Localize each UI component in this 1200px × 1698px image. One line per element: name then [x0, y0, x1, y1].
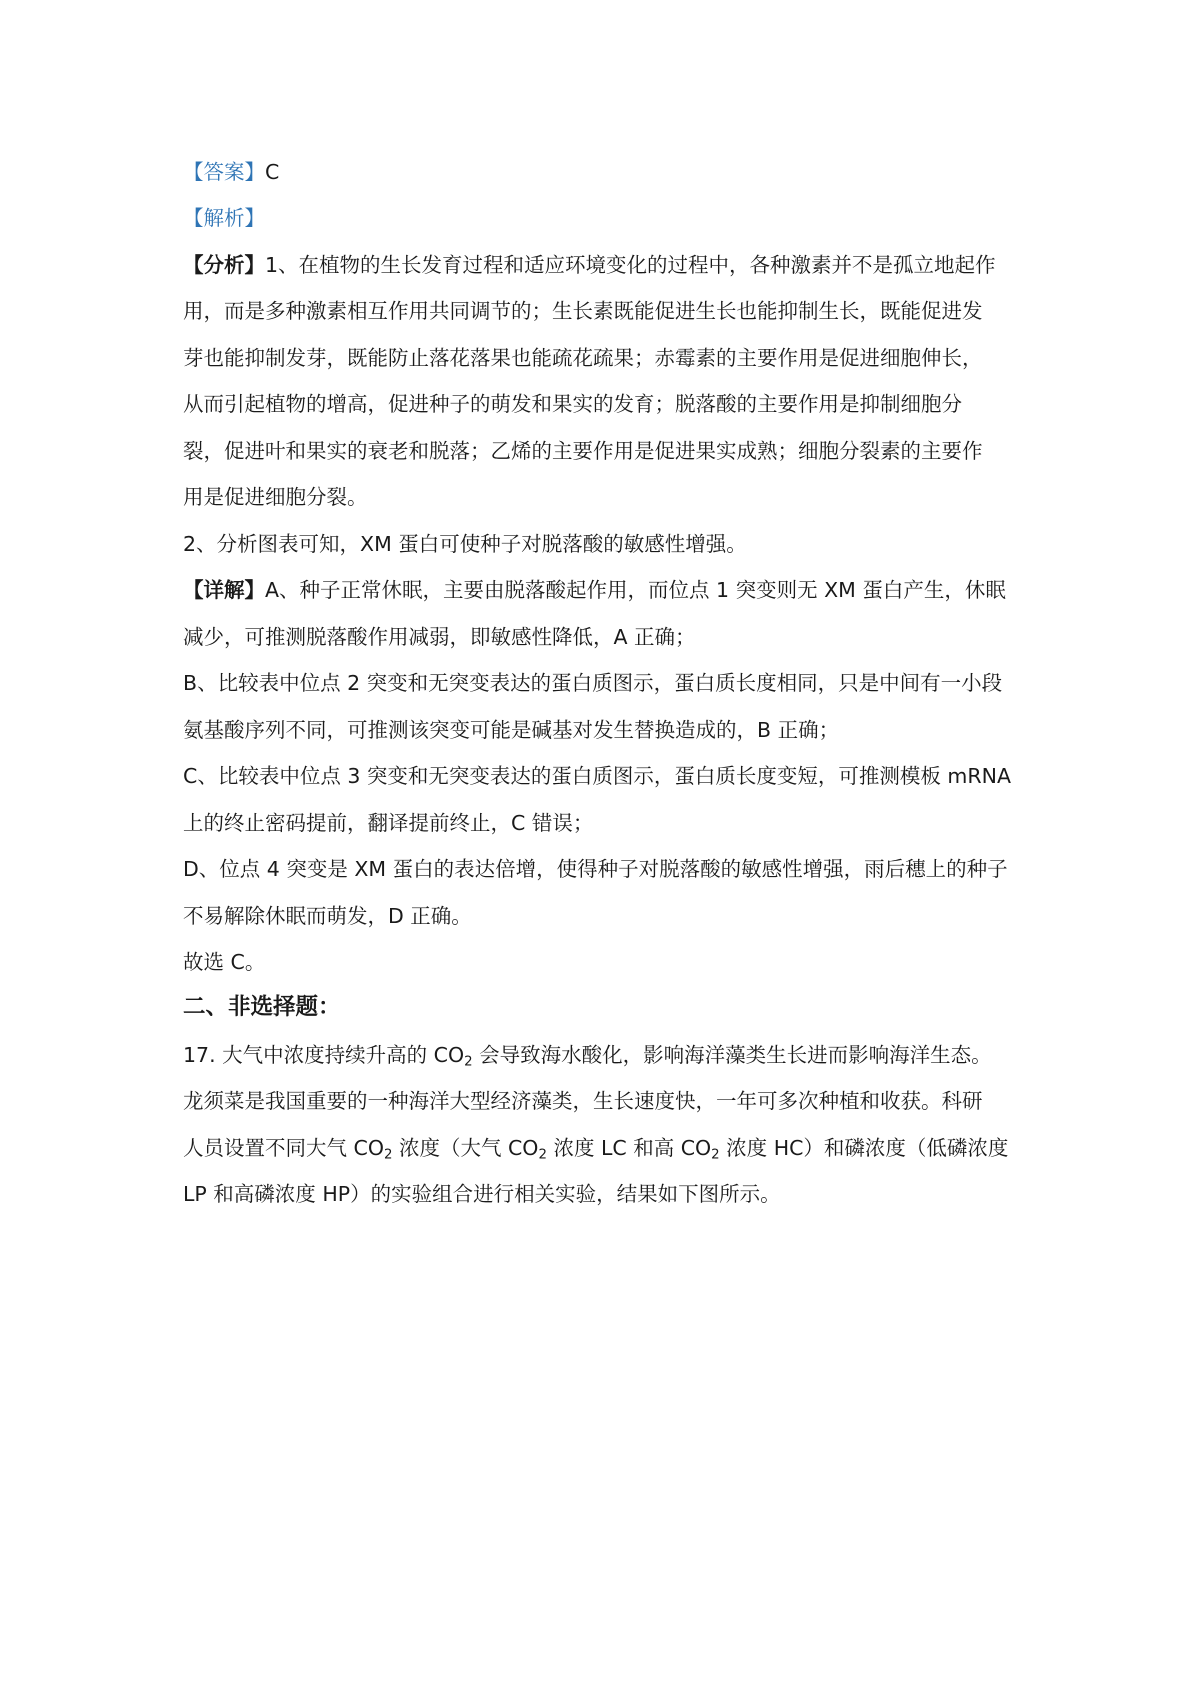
detail-line-1	[183, 576, 1006, 604]
analysis-line-4: 从而引起植物的增高，促进种子的萌发和果实的发育；脱落酸的主要作用是抑制细胞分	[183, 392, 962, 416]
analysis-label: 【解析】	[183, 206, 265, 230]
q17-l3-sub2: 2	[538, 1147, 547, 1163]
q17-l3-sub3: 2	[711, 1147, 720, 1163]
detail-conclusion: 故选 C。	[183, 950, 266, 974]
analysis-tag: 【分析】	[183, 253, 265, 277]
answer-line	[183, 158, 279, 186]
analysis-point-2: 2、分析图表可知，XM 蛋白可使种子对脱落酸的敏感性增强。	[183, 532, 747, 556]
detail-tag: 【详解】	[183, 578, 265, 602]
detail-line-3: B、比较表中位点 2 突变和无突变表达的蛋白质图示，蛋白质长度相同，只是中间有一小段	[183, 671, 1003, 695]
analysis-line-2: 用，而是多种激素相互作用共同调节的；生长素既能促进生长也能抑制生长，既能促进发	[183, 299, 983, 323]
detail-line-2: 减少，可推测脱落酸作用减弱，即敏感性降低，A 正确；	[183, 625, 696, 649]
question-17-line-4: LP 和高磷浓度 HP）的实验组合进行相关实验，结果如下图所示。	[183, 1182, 781, 1206]
analysis-line-5: 裂，促进叶和果实的衰老和脱落；乙烯的主要作用是促进果实成熟；细胞分裂素的主要作	[183, 439, 983, 463]
answer-value: C	[265, 160, 280, 184]
analysis-line-3: 芽也能抑制发芽，既能防止落花落果也能疏花疏果；赤霉素的主要作用是促进细胞伸长，	[183, 346, 983, 370]
analysis-text-1: 1、在植物的生长发育过程和适应环境变化的过程中，各种激素并不是孤立地起作	[265, 253, 996, 277]
detail-line-8: 不易解除休眠而萌发，D 正确。	[183, 904, 472, 928]
detail-text-1: A、种子正常休眠，主要由脱落酸起作用，而位点 1 突变则无 XM 蛋白产生，休眠	[265, 578, 1006, 602]
q17-l3-a: 人员设置不同大气 CO	[183, 1136, 384, 1160]
detail-line-6: 上的终止密码提前，翻译提前终止，C 错误；	[183, 811, 594, 835]
q17-l3-b: 浓度（大气 CO	[392, 1136, 539, 1160]
q17-l3-c: 浓度 LC 和高 CO	[546, 1136, 712, 1160]
analysis-line-6: 用是促进细胞分裂。	[183, 485, 368, 509]
q17-l3-d: 浓度 HC）和磷浓度（低磷浓度	[719, 1136, 1009, 1160]
detail-line-5: C、比较表中位点 3 突变和无突变表达的蛋白质图示，蛋白质长度变短，可推测模板 mRNA	[183, 764, 1011, 788]
question-17-line-2: 龙须菜是我国重要的一种海洋大型经济藻类，生长速度快，一年可多次种植和收获。科研	[183, 1089, 983, 1113]
answer-label: 【答案】	[183, 160, 265, 184]
section-heading: 二、非选择题：	[183, 994, 341, 1020]
detail-line-7: D、位点 4 突变是 XM 蛋白的表达倍增，使得种子对脱落酸的敏感性增强，雨后穗上的种子	[183, 857, 1008, 881]
question-17-line-3	[183, 1134, 1008, 1162]
question-17-line-1	[183, 1041, 992, 1069]
q17-l1-sub: 2	[464, 1054, 473, 1070]
q17-l1-a: 17. 大气中浓度持续升高的 CO	[183, 1043, 465, 1067]
detail-line-4: 氨基酸序列不同，可推测该突变可能是碱基对发生替换造成的，B 正确；	[183, 718, 840, 742]
analysis-line-1	[183, 251, 996, 279]
q17-l3-sub1: 2	[383, 1147, 393, 1163]
q17-l1-b: 会导致海水酸化，影响海洋藻类生长进而影响海洋生态。	[472, 1043, 992, 1067]
